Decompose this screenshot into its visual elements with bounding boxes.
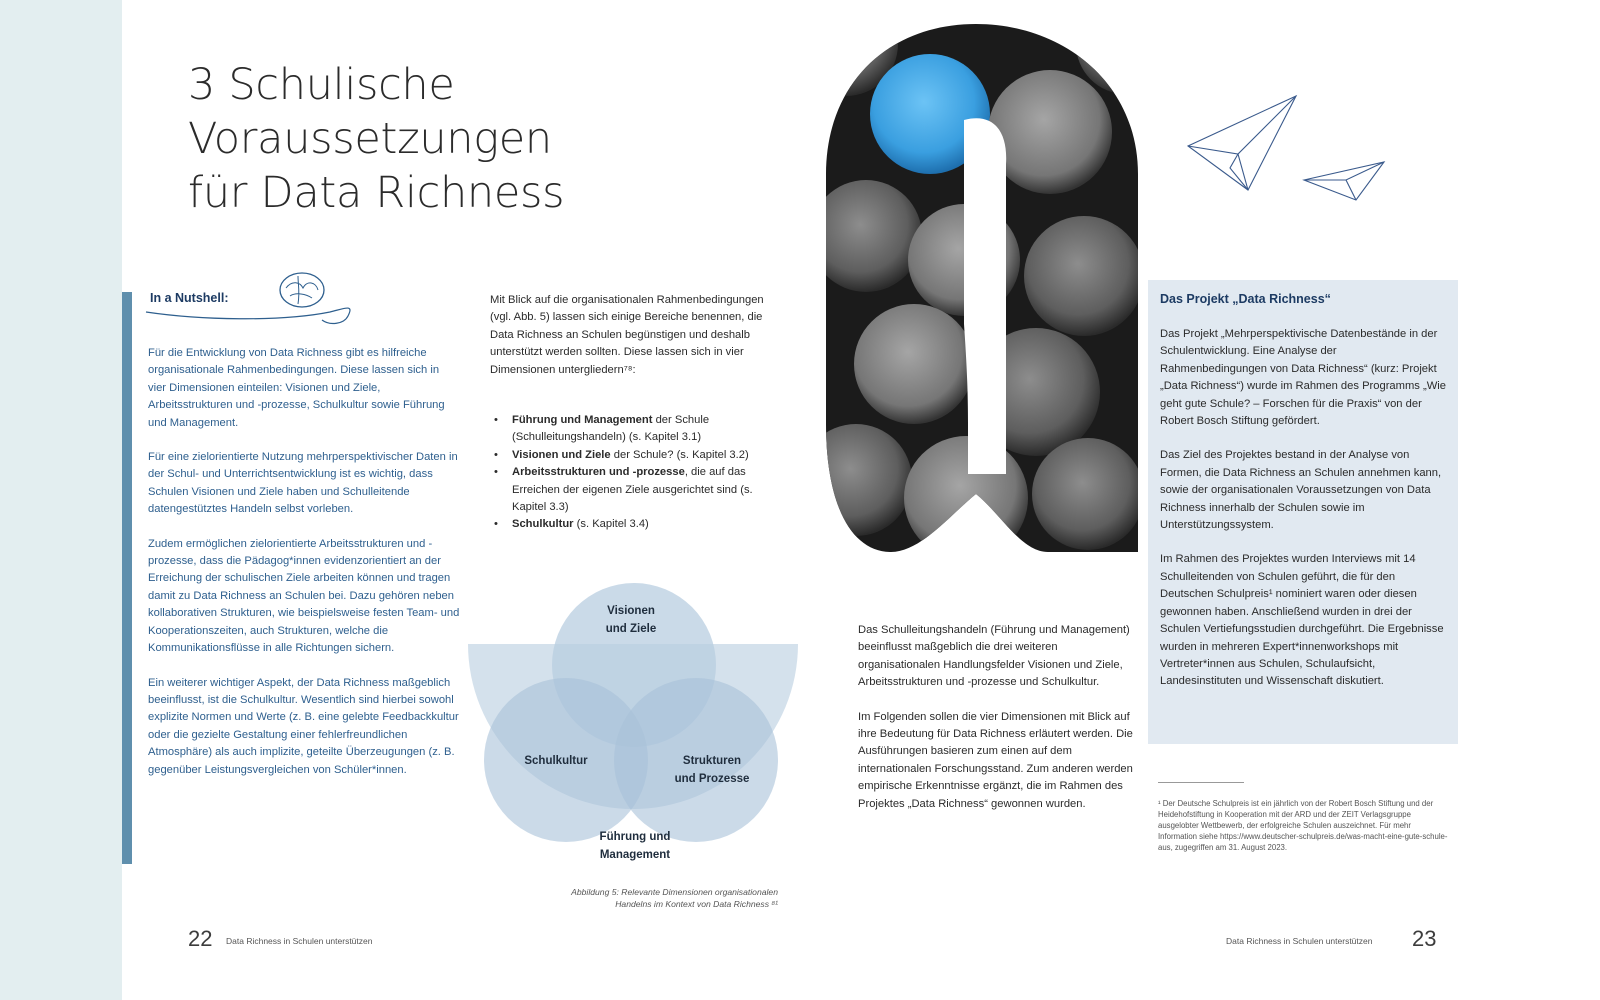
dimension-list	[492, 412, 774, 534]
body-paragraph: Im Folgenden sollen die vier Dimensionen mit Blick auf ihre Bedeutung für Data Richness erläutert werden. Die Ausführungen basieren zum einen auf dem internationalen Forschungsstand. Zum anderen werden empirische Erkenntnisse ergänzt, die im Rahmen des Projektes „Data Richness“ gewonnen wurden.	[858, 710, 1133, 810]
venn-label-culture	[506, 752, 606, 770]
nutshell-paragraph: Für eine zielorientierte Nutzung mehrperspektivischer Daten in der Schul- und Unterrichtsentwicklung ist es wichtig, dass Schulen Visionen und Ziele haben und Schulleitende datengestütztes Handeln selbst vorleben.	[148, 451, 458, 516]
venn-label-line: Visionen	[607, 605, 655, 617]
middle-intro: Mit Blick auf die organisationalen Rahmenbedingungen (vgl. Abb. 5) lassen sich einige Bereiche benennen, die Data Richness an Schulen begünstigen und deshalb unterstützt werden sollten. Diese lassen sich in vier Dimensionen untergliedern⁷⁸:	[490, 294, 764, 376]
project-info-box	[1148, 280, 1458, 744]
footnote: ¹ Der Deutsche Schulpreis ist ein jährlich von der Robert Bosch Stiftung und der Heidehofstiftung in Kooperation mit der ARD und der ZEIT Verlagsgruppe ausgelobter Wettbewerb, der erfolgreiche Schulen auszeichnet. Für mehr Information siehe https://www.deutscher-schulpreis.de/was-macht-eine-gute-schule-aus, zugegriffen am 31. August 2023.	[1158, 799, 1448, 852]
footer-text-right: Data Richness in Schulen unterstützen	[1226, 936, 1373, 946]
venn-label-line: Schulkultur	[524, 755, 588, 767]
venn-label-line: Strukturen	[682, 755, 742, 767]
nutshell-heading: In a Nutshell:	[150, 291, 229, 305]
venn-label-visions	[586, 602, 676, 638]
title-line-3: für Data Richness	[188, 168, 565, 218]
list-item-rest: der Schule? (s. Kapitel 3.2)	[610, 448, 749, 461]
list-item-rest: der Schule (Schulleitungshandeln) (s. Kapitel 3.1)	[512, 414, 710, 444]
paper-planes-icon	[1186, 88, 1396, 208]
nutshell-paragraph: Für die Entwicklung von Data Richness gibt es hilfreiche organisationale Rahmenbedingungen. Diese lassen sich in vier Dimensionen einteilen: Visionen und Ziele, Arbeitsstrukturen und -prozesse, Schulkultur sowie Führung und Management.	[148, 347, 445, 429]
page-number-left: 22	[188, 926, 213, 951]
venn-label-line: und Ziele	[605, 623, 657, 635]
project-paragraph: Im Rahmen des Projektes wurden Interviews mit 14 Schulleitenden von Schulen geführt, die für den Deutschen Schulpreis¹ nominiert waren oder diesen gewonnen haben. Anschließend wurden in drei der Schulen Vertiefungsstudien durchgeführt. Die Ergebnisse wurden in mehreren Expert*innenworkshops mit Vertreter*innen aus Schulen, Schulaufsicht, Landesinstituten und Wissenschaft diskutiert.	[1160, 553, 1444, 688]
venn-label-line: Führung und	[599, 831, 671, 843]
list-item-rest: (s. Kapitel 3.4)	[573, 518, 649, 531]
list-item-bold: Schulkultur	[512, 518, 574, 531]
nutshell-accent-bar	[122, 292, 132, 864]
footnote-rule	[1158, 782, 1244, 783]
venn-label-structures	[660, 752, 764, 788]
list-item-bold: Visionen und Ziele	[512, 448, 611, 461]
page-number-right: 23	[1412, 926, 1437, 951]
body-paragraph: Das Schulleitungshandeln (Führung und Management) beeinflusst maßgeblich die drei weiteren organisationalen Handlungsfelder Visionen und Ziele, Arbeitsstrukturen und -prozesse und Schulkultur.	[858, 624, 1130, 689]
list-item	[492, 516, 774, 533]
list-item	[492, 412, 774, 447]
venn-label-leadership	[580, 828, 690, 864]
list-item	[492, 464, 774, 516]
list-item	[492, 447, 774, 464]
footer-text-left: Data Richness in Schulen unterstützen	[226, 936, 373, 946]
list-item-bold: Arbeitsstrukturen und -prozesse	[512, 466, 685, 479]
project-paragraph: Das Projekt „Mehrperspektivische Datenbestände in der Schulentwicklung. Eine Analyse der Rahmenbedingungen von Data Richness“ (kurz: Projekt „Data Richness“) wurde im Rahmen des Programms „Wie geht gute Schule? – Forschen für die Praxis“ von der Robert Bosch Stiftung gefördert.	[1160, 328, 1446, 428]
title-line-1: 3 Schulische	[188, 60, 455, 110]
nutshell-body	[148, 345, 460, 796]
figure-caption: Abbildung 5: Relevante Dimensionen organisationalen Handelns im Kontext von Data Richness ⁸¹	[571, 887, 778, 909]
right-column-text	[858, 622, 1134, 830]
side-band	[0, 0, 122, 1000]
project-heading: Das Projekt „Data Richness“	[1160, 292, 1331, 306]
venn-label-line: und Prozesse	[674, 773, 750, 785]
venn-label-line: Management	[599, 849, 671, 861]
list-item-rest: , die auf das Erreichen der eigenen Ziele ausgerichtet sind (s. Kapitel 3.3)	[512, 466, 753, 514]
list-item-bold: Führung und Management	[512, 414, 653, 426]
nutshell-paragraph: Ein weiterer wichtiger Aspekt, der Data Richness maßgeblich beeinflusst, ist die Schulkultur. Wesentlich sind hierbei sowohl explizite Normen und Werte (z. B. eine gelebte Feedbackkultur oder die gezielte Gestaltung einer fehlerfreundlichen Atmosphäre) als auch implizite, geteilte Überzeugungen (z. B. gegenüber Leistungsvergleichen von Schüler*innen.	[148, 676, 459, 776]
project-paragraph: Das Ziel des Projektes bestand in der Analyse von Formen, die Data Richness an Schulen annehmen kann, sowie der organisationalen Voraussetzungen von Data Richness innerhalb der Schulen sowie im Unterstützungssystem.	[1160, 449, 1442, 532]
nutshell-paragraph: Zudem ermöglichen zielorientierte Arbeitsstrukturen und -prozesse, dass die Pädagog*innen evidenzorientiert an der Erreichung der schulischen Ziele arbeiten können und tragen damit zu Data Richness an Schulen bei. Dazu gehören neben kollaborativen Strukturen, wie beispielsweise festen Team- und Kooperationszeiten, auch Strukturen, welche die Kommunikationsflüsse in alle Richtungen sichern.	[148, 537, 460, 655]
chapter-title	[188, 58, 564, 220]
title-line-2: Voraussetzungen	[188, 114, 552, 164]
letter-g-photo	[826, 24, 1138, 552]
